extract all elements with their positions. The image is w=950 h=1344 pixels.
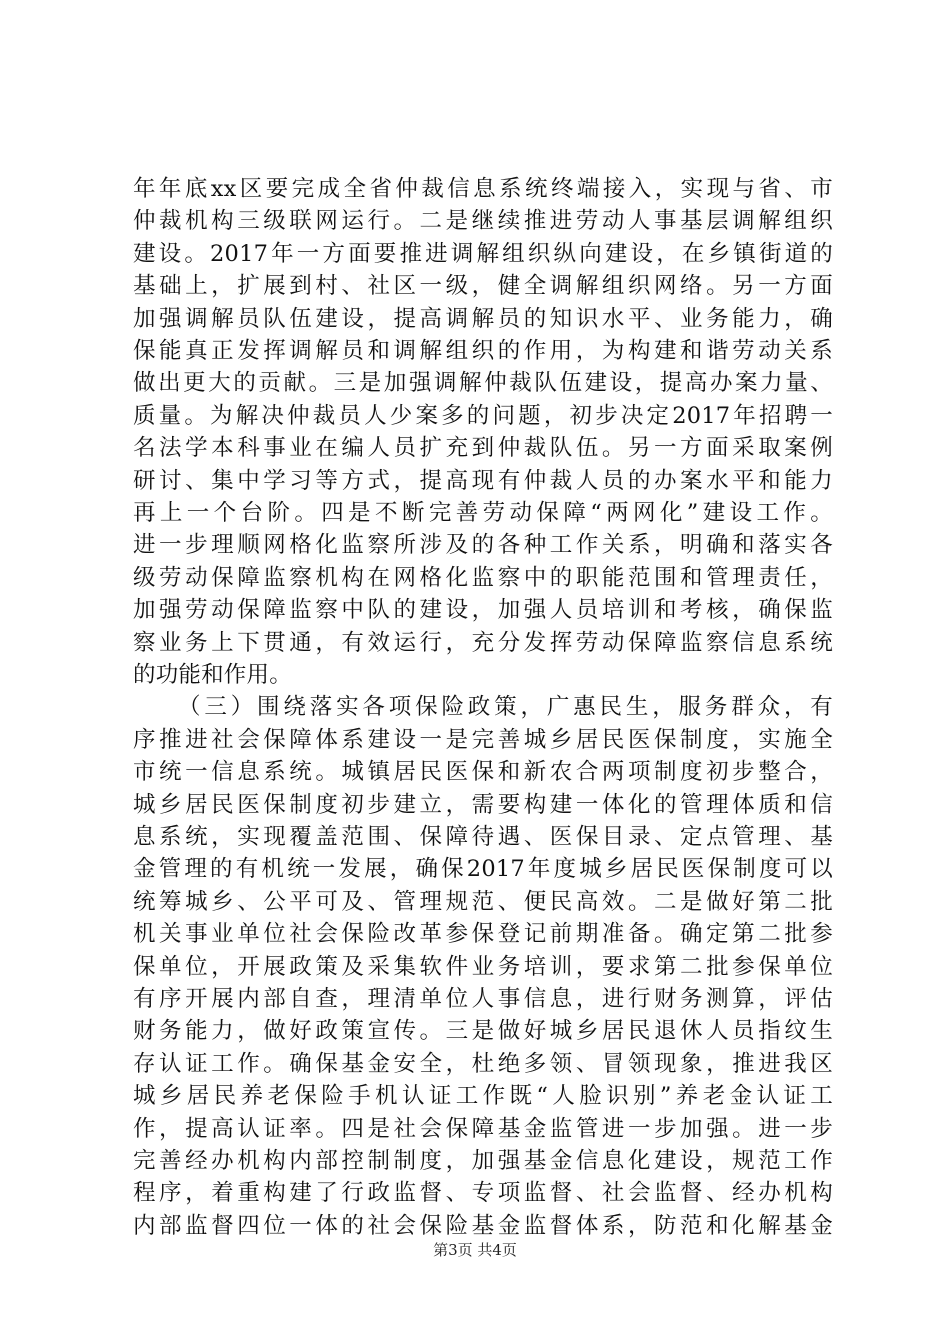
text-line: 进一步理顺网格化监察所涉及的各种工作关系，明确和落实各 — [133, 532, 833, 559]
text-line: 内部监督四位一体的社会保险基金监督体系，防范和化解基金 — [133, 1212, 833, 1239]
text-line: 财务能力，做好政策宣传。三是做好城乡居民退休人员指纹生 — [133, 1018, 833, 1045]
text-line: （三）围绕落实各项保险政策，广惠民生，服务群众，有 — [178, 694, 833, 721]
text-line: 级劳动保障监察机构在网格化监察中的职能范围和管理责任， — [133, 564, 833, 591]
text-line: 息系统，实现覆盖范围、保障待遇、医保目录、定点管理、基 — [133, 824, 833, 850]
text-line: 存认证工作。确保基金安全，杜绝多领、冒领现象，推进我区 — [133, 1050, 833, 1077]
text-line: 金管理的有机统一发展，确保2017年度城乡居民医保制度可以 — [133, 856, 833, 883]
text-line: 仲裁机构三级联网运行。二是继续推进劳动人事基层调解组织 — [133, 208, 833, 235]
text-line: 年年底xx区要完成全省仲裁信息系统终端接入，实现与省、市 — [133, 176, 833, 202]
text-line: 基础上，扩展到村、社区一级，健全调解组织网络。另一方面 — [133, 273, 833, 300]
text-line: 统筹城乡、公平可及、管理规范、便民高效。二是做好第二批 — [133, 888, 833, 915]
text-line: 加强劳动保障监察中队的建设，加强人员培训和考核，确保监 — [133, 597, 833, 624]
text-line: 序推进社会保障体系建设一是完善城乡居民医保制度，实施全 — [133, 726, 833, 753]
text-line: 机关事业单位社会保险改革参保登记前期准备。确定第二批参 — [133, 921, 833, 948]
text-line: 城乡居民养老保险手机认证工作既“人脸识别”养老金认证工 — [133, 1083, 833, 1110]
text-line: 加强调解员队伍建设，提高调解员的知识水平、业务能力，确 — [133, 305, 833, 332]
text-line: 有序开展内部自查，理清单位人事信息，进行财务测算，评估 — [133, 986, 833, 1012]
text-line: 城乡居民医保制度初步建立，需要构建一体化的管理体质和信 — [133, 791, 833, 818]
text-line: 察业务上下贯通，有效运行，充分发挥劳动保障监察信息系统 — [133, 629, 833, 656]
text-line: 再上一个台阶。四是不断完善劳动保障“两网化”建设工作。 — [133, 500, 833, 526]
text-line: 名法学本科事业在编人员扩充到仲裁队伍。另一方面采取案例 — [133, 435, 833, 462]
page-footer: 第3页 共4页 — [433, 1241, 517, 1259]
text-line: 完善经办机构内部控制制度，加强基金信息化建设，规范工作 — [133, 1148, 833, 1174]
text-line: 研讨、集中学习等方式，提高现有仲裁人员的办案水平和能力 — [133, 467, 833, 494]
text-line: 做出更大的贡献。三是加强调解仲裁队伍建设，提高办案力量、 — [133, 370, 833, 397]
text-line: 建设。2017年一方面要推进调解组织纵向建设，在乡镇街道的 — [133, 240, 833, 267]
text-line: 作，提高认证率。四是社会保障基金监管进一步加强。进一步 — [133, 1115, 833, 1142]
text-line: 质量。为解决仲裁员人少案多的问题，初步决定2017年招聘一 — [133, 402, 833, 429]
text-line: 程序，着重构建了行政监督、专项监督、社会监督、经办机构 — [133, 1180, 833, 1207]
text-line: 保单位，开展政策及采集软件业务培训，要求第二批参保单位 — [133, 953, 833, 980]
text-line: 保能真正发挥调解员和调解组织的作用，为构建和谐劳动关系 — [133, 338, 833, 364]
text-line: 市统一信息系统。城镇居民医保和新农合两项制度初步整合， — [133, 759, 833, 786]
text-line: 的功能和作用。 — [133, 662, 292, 688]
